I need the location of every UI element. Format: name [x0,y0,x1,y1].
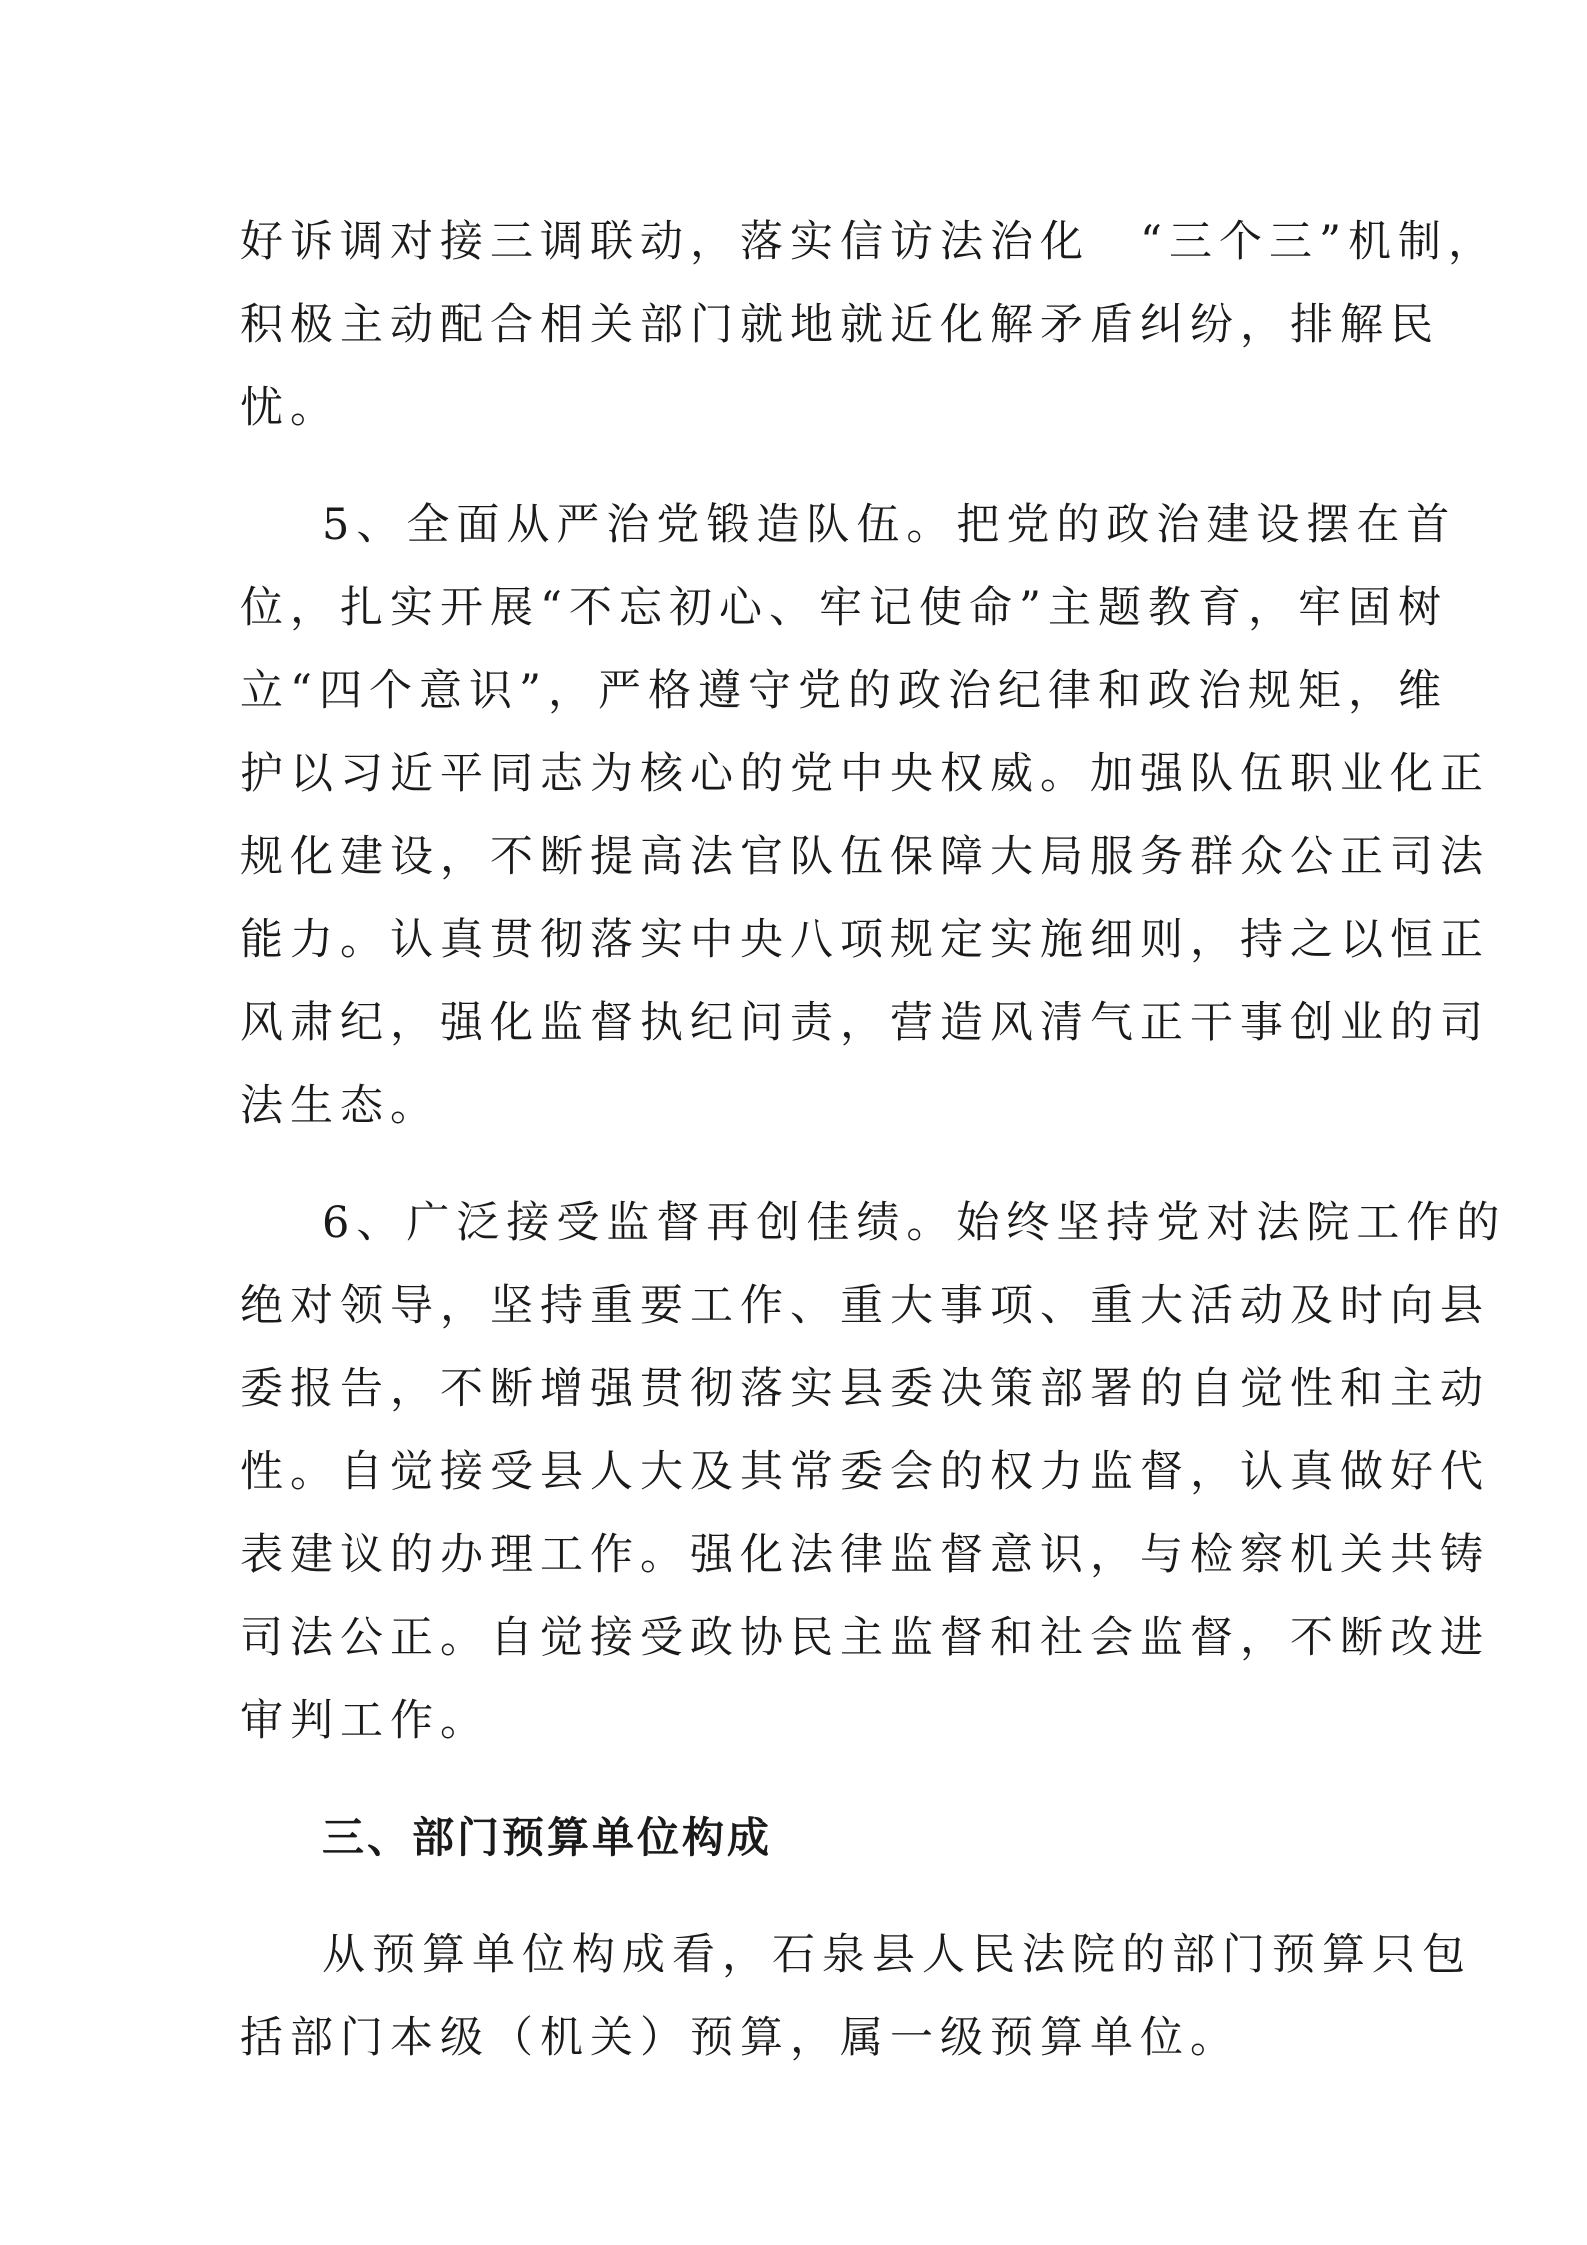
paragraph-line: 立“四个意识”，严格遵守党的政治纪律和政治规矩，维 [240,666,1448,716]
section-heading: 三、部门预算单位构成 [322,1813,773,1862]
paragraph-line: 忧。 [240,383,340,433]
paragraph-line: 法生态。 [240,1081,440,1131]
paragraph-line: 绝对领导，坚持重要工作、重大事项、重大活动及时向县 [240,1281,1490,1331]
paragraph-line: 位，扎实开展“不忘初心、牢记使命”主题教育，牢固树 [240,583,1448,633]
paragraph-line: 从预算单位构成看，石泉县人民法院的部门预算只包 [322,1930,1472,1980]
paragraph-line: 5、全面从严治党锻造队伍。把党的政治建设摆在首 [322,500,1457,550]
paragraph-line: 护以习近平同志为核心的党中央权威。加强队伍职业化正 [240,749,1490,799]
paragraph-line: 6、广泛接受监督再创佳绩。始终坚持党对法院工作的 [322,1198,1507,1248]
paragraph-line: 括部门本级（机关）预算，属一级预算单位。 [240,2013,1240,2063]
paragraph-line: 表建议的办理工作。强化法律监督意识，与检察机关共铸 [240,1530,1490,1580]
paragraph-line: 规化建设，不断提高法官队伍保障大局服务群众公正司法 [240,832,1490,882]
paragraph-line: 司法公正。自觉接受政协民主监督和社会监督，不断改进 [240,1613,1490,1663]
paragraph-line: 审判工作。 [240,1696,490,1746]
paragraph-line: 积极主动配合相关部门就地就近化解矛盾纠纷，排解民 [240,300,1440,350]
paragraph-line: 性。自觉接受县人大及其常委会的权力监督，认真做好代 [240,1447,1490,1497]
paragraph-line: 能力。认真贯彻落实中央八项规定实施细则，持之以恒正 [240,915,1490,965]
paragraph-line: 好诉调对接三调联动，落实信访法治化 “三个三”机制， [240,217,1498,267]
paragraph-line: 风肃纪，强化监督执纪问责，营造风清气正干事创业的司 [240,998,1490,1048]
paragraph-line: 委报告，不断增强贯彻落实县委决策部署的自觉性和主动 [240,1364,1490,1414]
